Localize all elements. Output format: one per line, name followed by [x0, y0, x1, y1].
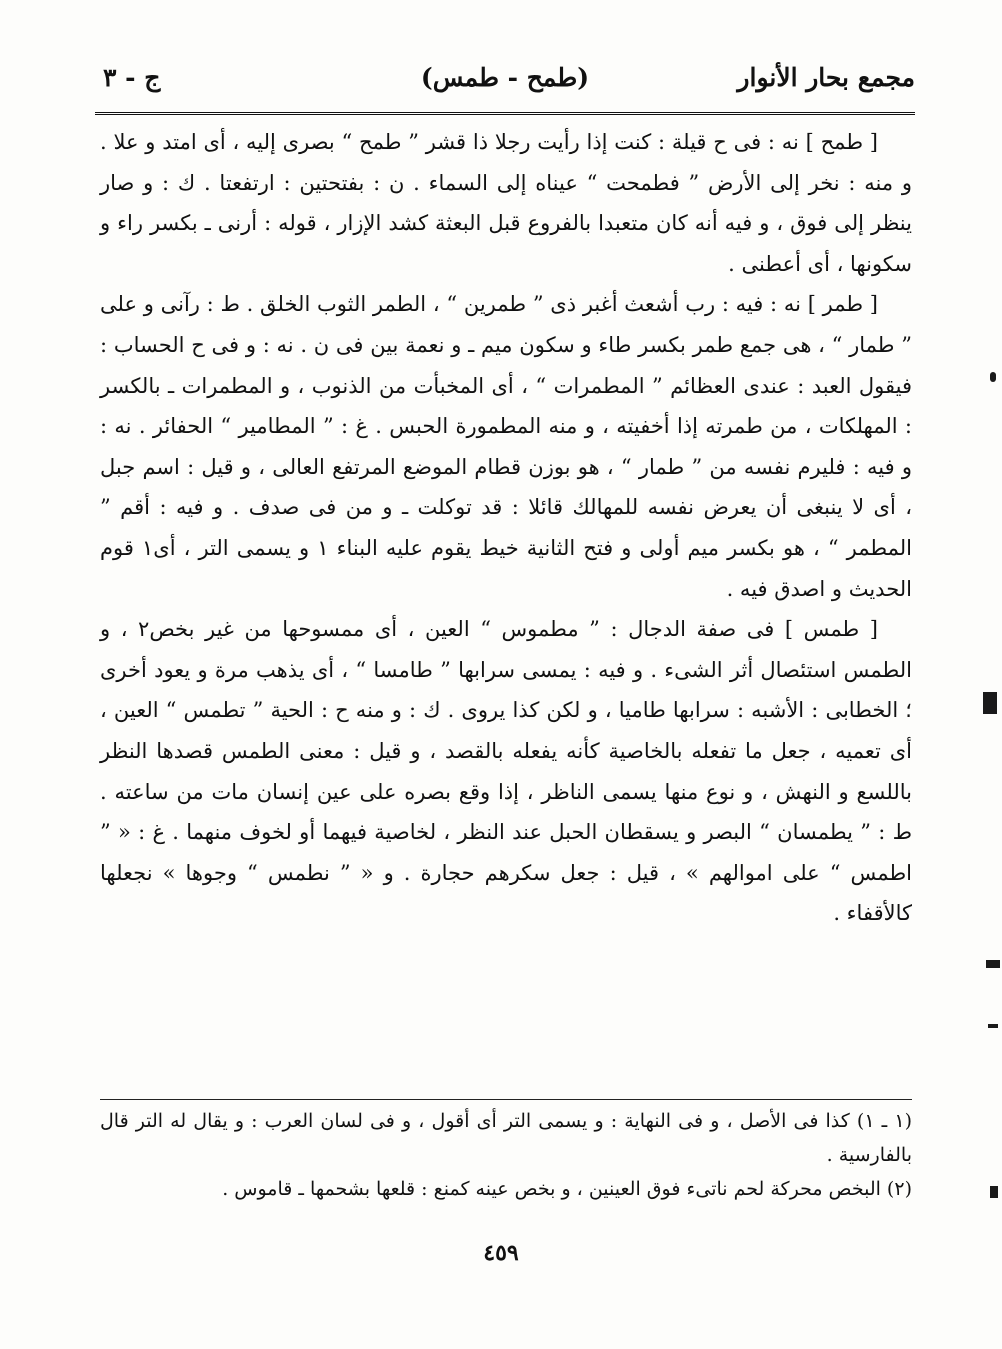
entry-tamah: [ طمح ] نه : فی ح قيلة : كنت إذا رأيت رجلا ذا قشر ” طمح “ بصری إليه ، أی امتد و علا . و منه : نخر إلى الأرض ” فطمحت “ عيناه إلى السماء . ن : بفتحتين : ارتفعتا . ك : و صار ينظر إلى فوق ، و فيه أنه كان متعبدا بالفروع قبل البعثة كشد الإزار ، قوله : أرنی ـ بكسر راء و سكونها ، أی أعطنی .	[100, 130, 912, 276]
header-rule	[95, 112, 915, 115]
page-number: ٤٥٩	[483, 1240, 519, 1266]
entry-tamas: [ طمس ] فی صفة الدجال : ” مطموس “ العين ، أی ممسوحها من غير بخص٢ ، و الطمس استئصال أثر الشیء . و فيه : يمسی سرابها ” طامسا “ ، أی يذهب مرة و يعود أخری ؛ الخطابی : الأشبه : سرابها طاميا ، و لكن كذا يروی . ك : و منه ح : الحية ” تطمس “ العين ، أی تعميه ، جعل ما تفعله بالخاصية كأنه يفعله بالقصد ، و قيل : معنی الطمس قصدها النظر باللسع و النهش ، و نوع منها يسمی الناظر ، إذا وقع بصره علی عين إنسان مات من ساعته . ط : ” يطمسان “ البصر و يسقطان الحبل عند النظر ، لخاصية فيهما أو لخوف منهما . غ : « ” اطمس “ علی اموالهم » ، قيل : جعل سكرهم حجارة . و « ” نطمس “ وجوها » نجعلها كالأقفاء .	[100, 617, 912, 926]
running-header	[95, 55, 915, 105]
scan-mark	[990, 1186, 998, 1198]
entry-tamar: [ طمر ] نه : فيه : رب أشعث أغبر ذی ” طمرين “ ، الطمر الثوب الخلق . ط : رآنی و علی ” طمار “ ، هی جمع طمر بكسر طاء و سكون ميم ـ و نعمة بين فی ن . نه : و فی ح الحساب : فيقول العبد : عندی العظائم ” المطمرات “ ، أی المخبأت من الذنوب ، و المطمرات ـ بالكسر : المهلكات ، من طمرته إذا أخفيته ، و منه المطمورة الحبس . غ : ” المطامير “ الحفائر . نه : و فيه : فليرم نفسه من ” طمار “ ، هو بوزن قطام الموضع المرتفع العالی ، و قيل : اسم جبل ، أی لا ينبغی أن يعرض نفسه للمهالك قائلا : قد توكلت ـ و من فی صدف . و فيه : أقم ” المطمر “ ، هو بكسر ميم أولی و فتح الثانية خيط يقوم عليه البناء ١ و يسمی التر ، أی١ قوم الحديث و اصدق فيه .	[100, 292, 912, 601]
footnote-2: (٢) البخص محركة لحم ناتیء فوق العينين ، و بخص عينه كمنع : قلعها بشحمها ـ قاموس .	[222, 1178, 912, 1200]
entry-range: (طمح - طمس)	[420, 63, 590, 92]
scan-mark	[990, 372, 996, 382]
book-title: مجمع بحار الأنوار	[737, 63, 915, 92]
footnote-1: (١ ـ ١) كذا فی الأصل ، و فی النهاية : و يسمی التر أی أقول ، و فی لسان العرب : و يقال له التر قال بالفارسية .	[100, 1110, 912, 1166]
scan-mark	[986, 960, 1000, 968]
scan-mark	[988, 1024, 998, 1028]
footnotes	[100, 1104, 912, 1206]
main-text	[100, 122, 912, 934]
footnote-rule	[100, 1099, 912, 1100]
scan-mark	[983, 692, 997, 714]
volume-number: ج - ٣	[103, 63, 161, 92]
